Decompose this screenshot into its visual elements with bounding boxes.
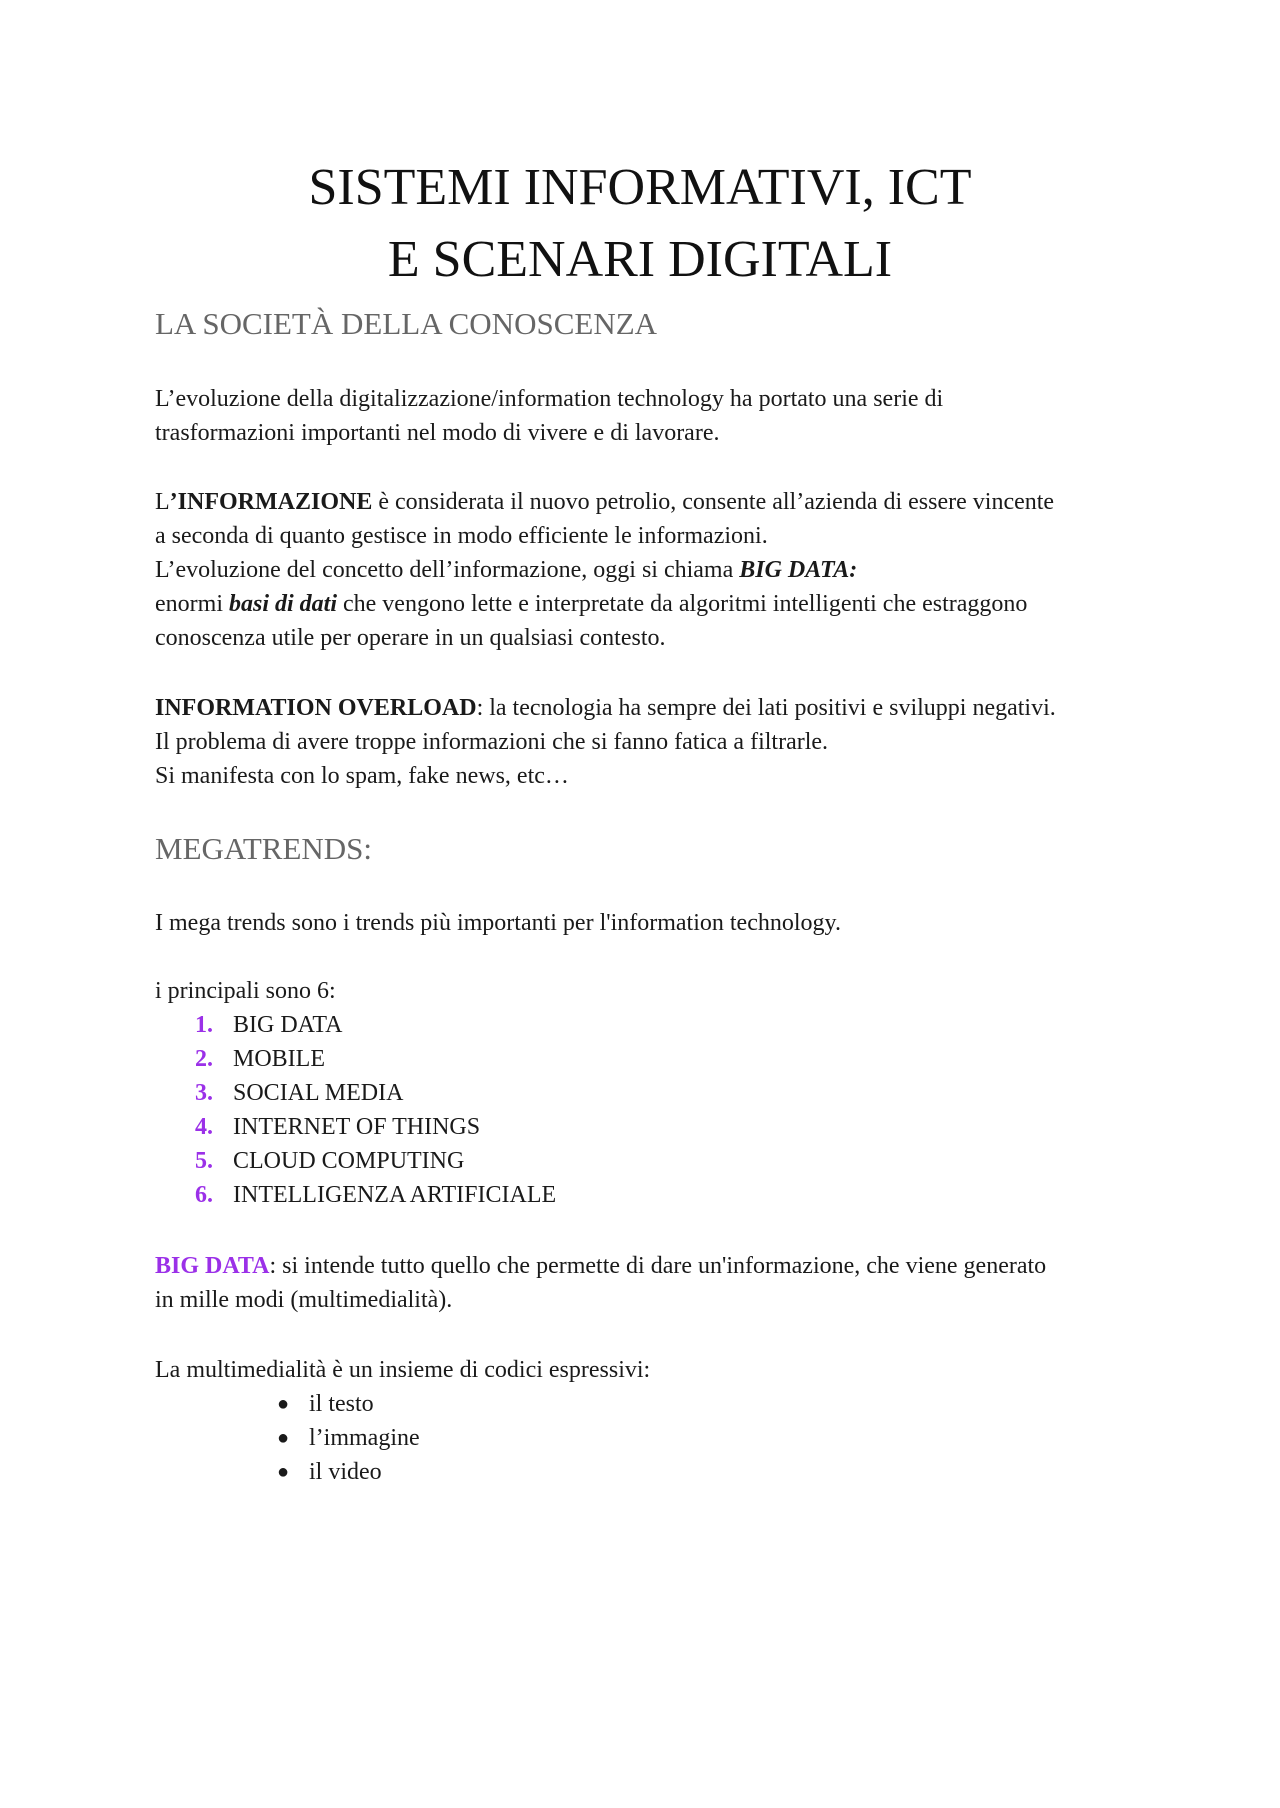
- text-line: a seconda di quanto gestisce in modo efficiente le informazioni.: [155, 523, 768, 549]
- list-item-label: l’immagine: [309, 1425, 420, 1451]
- list-item: [155, 1455, 420, 1489]
- list-item-label: il testo: [309, 1391, 374, 1417]
- text-span: L’evoluzione del concetto dell’informazione, oggi si chiama: [155, 557, 740, 583]
- list-item: [155, 1008, 556, 1042]
- list-number: 1.: [195, 1012, 213, 1038]
- list-number: 5.: [195, 1148, 213, 1174]
- section-heading-megatrends: MEGATRENDS:: [155, 831, 373, 866]
- text-line: conoscenza utile per operare in un qualsiasi contesto.: [155, 625, 666, 651]
- paragraph-list-intro: [155, 974, 1145, 1008]
- bullet-icon: ●: [277, 1461, 290, 1483]
- list-item-label: INTELLIGENZA ARTIFICIALE: [233, 1182, 557, 1208]
- text-line: [155, 587, 1145, 621]
- list-item-label: SOCIAL MEDIA: [233, 1080, 404, 1106]
- term-basi-di-dati: basi di dati: [228, 591, 337, 617]
- bullet-icon: ●: [277, 1393, 290, 1415]
- list-number: 3.: [195, 1080, 213, 1106]
- text-span: : la tecnologia ha sempre dei lati positivi e sviluppi negativi.: [476, 695, 1056, 721]
- text-line: La multimedialità è un insieme di codici espressivi:: [155, 1357, 651, 1383]
- paragraph-informazione: [155, 485, 1145, 655]
- text-span: : si intende tutto quello che permette di dare un'informazione, che viene generato: [269, 1253, 1047, 1279]
- text-line: L’evoluzione della digitalizzazione/information technology ha portato una serie di: [155, 386, 944, 412]
- list-number: 2.: [195, 1046, 213, 1072]
- paragraph-big-data: [155, 1249, 1145, 1317]
- document-title: [0, 152, 1280, 296]
- text-line: [155, 1249, 1145, 1283]
- paragraph-megatrends-intro: [155, 906, 1145, 940]
- section-heading-societa: LA SOCIETÀ DELLA CONOSCENZA: [155, 306, 658, 341]
- text-span: è considerata il nuovo petrolio, consente all’azienda di essere vincente: [372, 489, 1055, 515]
- paragraph-information-overload: [155, 691, 1145, 793]
- text-line: in mille modi (multimedialità).: [155, 1287, 453, 1313]
- title-line-2: E SCENARI DIGITALI: [387, 231, 893, 288]
- text-span: L: [155, 489, 170, 515]
- megatrends-list: [155, 1008, 556, 1212]
- list-item: [155, 1076, 556, 1110]
- list-item-label: CLOUD COMPUTING: [233, 1148, 465, 1174]
- text-span: che vengono lette e interpretate da algoritmi intelligenti che estraggono: [337, 591, 1028, 617]
- list-item: [155, 1387, 420, 1421]
- term-big-data-accent: BIG DATA: [155, 1253, 270, 1279]
- paragraph-evoluzione: [155, 382, 1145, 450]
- list-item: [155, 1110, 556, 1144]
- list-item: [155, 1144, 556, 1178]
- text-line: trasformazioni importanti nel modo di vivere e di lavorare.: [155, 420, 720, 446]
- list-item-label: BIG DATA: [233, 1012, 343, 1038]
- text-line: [155, 553, 1145, 587]
- list-item-label: INTERNET OF THINGS: [233, 1114, 481, 1140]
- list-item-label: MOBILE: [233, 1046, 325, 1072]
- term-information-overload: INFORMATION OVERLOAD: [155, 695, 477, 721]
- list-item: [155, 1042, 556, 1076]
- list-item: [155, 1178, 556, 1212]
- title-line-1: SISTEMI INFORMATIVI, ICT: [308, 159, 972, 216]
- text-line: Si manifesta con lo spam, fake news, etc…: [155, 763, 569, 789]
- list-number: 6.: [195, 1182, 213, 1208]
- paragraph-multimedialita: [155, 1353, 1145, 1387]
- text-line: i principali sono 6:: [155, 978, 336, 1004]
- text-line: I mega trends sono i trends più importanti per l'information technology.: [155, 910, 841, 936]
- list-number: 4.: [195, 1114, 213, 1140]
- bullet-icon: ●: [277, 1427, 290, 1449]
- text-line: [155, 485, 1145, 519]
- codici-list: [155, 1387, 420, 1489]
- text-line: Il problema di avere troppe informazioni che si fanno fatica a filtrarle.: [155, 729, 829, 755]
- list-item: [155, 1421, 420, 1455]
- term-big-data: BIG DATA:: [739, 557, 858, 583]
- text-line: [155, 691, 1145, 725]
- list-item-label: il video: [309, 1459, 382, 1485]
- text-span: enormi: [155, 591, 229, 617]
- term-informazione: ’INFORMAZIONE: [169, 489, 373, 515]
